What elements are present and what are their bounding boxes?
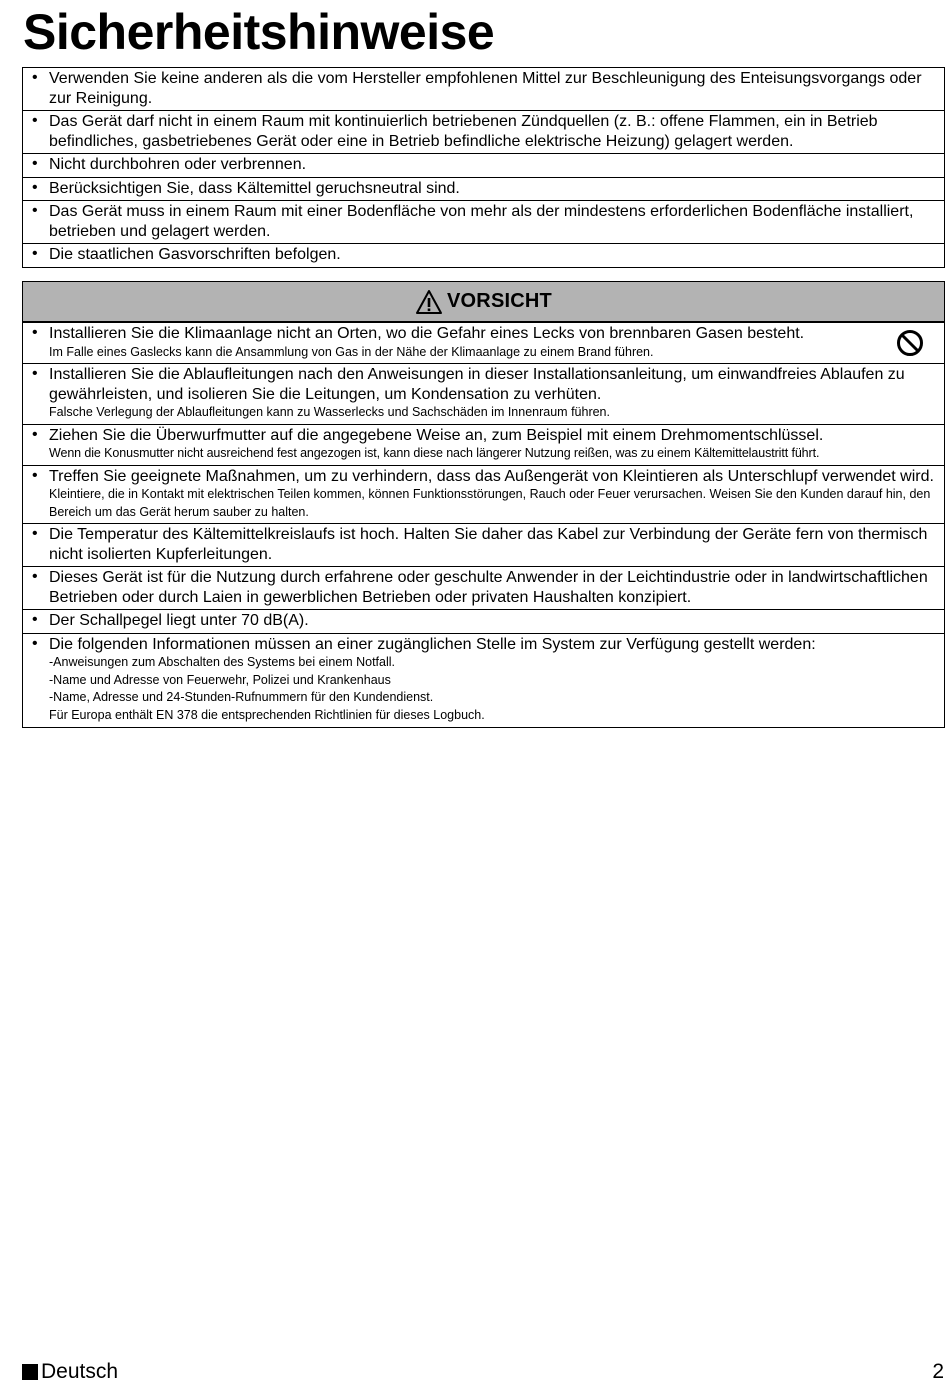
warning-triangle-icon <box>415 289 443 315</box>
item-text: Der Schallpegel liegt unter 70 dB(A). <box>49 612 309 629</box>
item-text: Installieren Sie die Klimaanlage nicht an Orten, wo die Gefahr eines Lecks von brennbaren Gasen besteht. <box>49 325 805 342</box>
item-text: Verwenden Sie keine anderen als die vom Hersteller empfohlenen Mittel zur Beschleunigung des Enteisungsvorgangs oder zur Reinigung. <box>49 70 922 107</box>
list-item: • Die folgenden Informationen müssen an einer zugänglichen Stelle im System zur Verfügung gestellt werden: -Anweisungen zum Abschalten des Systems bei einem Notfall. -Name und Adresse von Feuerwehr, Polizei und Krankenhaus -Name, Adresse und 24-Stunden-Rufnummern für den Kundendienst. Für Europa enthält EN 378 die entsprechenden Richtlinien für dieses Logbuch. <box>23 633 944 728</box>
list-item: • Die Temperatur des Kältemittelkreislaufs ist hoch. Halten Sie daher das Kabel zur Verbindung der Geräte fern von thermisch nicht isolierten Kupferleitungen. <box>23 523 944 566</box>
item-subtext: -Name und Adresse von Feuerwehr, Polizei und Krankenhaus <box>49 672 391 687</box>
item-subtext: Wenn die Konusmutter nicht ausreichend fest angezogen ist, kann diese nach längerer Nutzung reißen, was zu einem Kältemittelaustritt führt. <box>49 446 820 460</box>
list-item: • Der Schallpegel liegt unter 70 dB(A). <box>23 609 944 633</box>
item-subtext: -Anweisungen zum Abschalten des Systems bei einem Notfall. <box>49 655 396 669</box>
list-item: • Dieses Gerät ist für die Nutzung durch erfahrene oder geschulte Anwender in der Leichtindustrie oder in landwirtschaftlichen Betrieben oder durch Laien in gewerblichen Betrieben oder privaten Haushalten konzipiert. <box>23 566 944 609</box>
item-text: Installieren Sie die Ablaufleitungen nach den Anweisungen in dieser Installationsanleitung, um einwandfreies Ablaufen zu gewährleisten, und isolieren Sie die Leitungen, um Kondensation zu verhüten. <box>49 366 905 403</box>
list-item: • Ziehen Sie die Überwurfmutter auf die angegebene Weise an, zum Beispiel mit einem Drehmomentschlüssel. Wenn die Konusmutter nicht ausreichend fest angezogen ist, kann diese nach längerer Nutzung reißen, was zu einem Kältemittelaustritt führt. <box>23 424 944 465</box>
list-item: • Verwenden Sie keine anderen als die vom Hersteller empfohlenen Mittel zur Beschleunigung des Enteisungsvorgangs oder zur Reinigung. <box>23 68 944 110</box>
prohibition-icon <box>896 329 924 357</box>
list-item: • Installieren Sie die Klimaanlage nicht an Orten, wo die Gefahr eines Lecks von brennbaren Gasen besteht. Im Falle eines Gaslecks kann die Ansammlung von Gas in der Nähe der Klimaanlage zu einem Brand führen. <box>23 322 944 363</box>
list-item: • Nicht durchbohren oder verbrennen. <box>23 153 944 177</box>
list-item: • Die staatlichen Gasvorschriften befolgen. <box>23 243 944 267</box>
item-text: Ziehen Sie die Überwurfmutter auf die angegebene Weise an, zum Beispiel mit einem Drehmomentschlüssel. <box>49 426 824 444</box>
item-text: Das Gerät darf nicht in einem Raum mit kontinuierlich betriebenen Zündquellen (z. B.: offene Flammen, ein in Betrieb befindliches, gasbetriebenes Gerät oder eine in Betrieb befindliche elektrische Heizung) gelagert werden. <box>49 113 878 150</box>
footer-language <box>22 1359 118 1385</box>
list-item: • Das Gerät darf nicht in einem Raum mit kontinuierlich betriebenen Zündquellen (z. B.: offene Flammen, ein in Betrieb befindliches, gasbetriebenes Gerät oder eine in Betrieb befindliche elektrische Heizung) gelagert werden. <box>23 110 944 153</box>
square-marker-icon <box>22 1364 38 1380</box>
list-item: • Installieren Sie die Ablaufleitungen nach den Anweisungen in dieser Installationsanleitung, um einwandfreies Ablaufen zu gewährleisten, und isolieren Sie die Leitungen, um Kondensation zu verhüten. Falsche Verlegung der Ablaufleitungen kann zu Wasserlecks und Sachschäden im Innenraum führen. <box>23 363 944 424</box>
page-number: 2 <box>932 1360 944 1383</box>
item-text: Treffen Sie geeignete Maßnahmen, um zu verhindern, dass das Außengerät von Kleintieren als Unterschlupf verwendet wird. <box>49 467 934 485</box>
item-subtext: Im Falle eines Gaslecks kann die Ansammlung von Gas in der Nähe der Klimaanlage zu einem Brand führen. <box>49 344 654 359</box>
item-text: Nicht durchbohren oder verbrennen. <box>49 156 307 173</box>
item-text: Berücksichtigen Sie, dass Kältemittel geruchsneutral sind. <box>49 179 460 197</box>
caution-box <box>22 281 945 728</box>
caution-heading: VORSICHT <box>447 290 552 312</box>
list-item: • Berücksichtigen Sie, dass Kältemittel geruchsneutral sind. <box>23 177 944 201</box>
item-text: Das Gerät muss in einem Raum mit einer Bodenfläche von mehr als der mindestens erforderlichen Bodenfläche installiert, betrieben und gelagert werden. <box>49 203 914 240</box>
page-title: Sicherheitshinweise <box>23 4 495 60</box>
caution-header <box>23 282 944 322</box>
item-text: Dieses Gerät ist für die Nutzung durch erfahrene oder geschulte Anwender in der Leichtindustrie oder in landwirtschaftlichen Betrieben oder durch Laien in gewerblichen Betrieben oder privaten Haushalten konzipiert. <box>49 569 928 606</box>
item-text: Die folgenden Informationen müssen an einer zugänglichen Stelle im System zur Verfügung gestellt werden: <box>49 635 816 653</box>
item-subtext: -Name, Adresse und 24-Stunden-Rufnummern für den Kundendienst. <box>49 690 434 704</box>
item-text: Die Temperatur des Kältemittelkreislaufs ist hoch. Halten Sie daher das Kabel zur Verbindung der Geräte fern von thermisch nicht isolierten Kupferleitungen. <box>49 526 928 563</box>
item-subtext: Für Europa enthält EN 378 die entsprechenden Richtlinien für dieses Logbuch. <box>49 707 485 722</box>
item-text: Die staatlichen Gasvorschriften befolgen. <box>49 246 341 263</box>
general-safety-list <box>22 67 945 268</box>
list-item: • Treffen Sie geeignete Maßnahmen, um zu verhindern, dass das Außengerät von Kleintieren als Unterschlupf verwendet wird. Kleintiere, die in Kontakt mit elektrischen Teilen kommen, können Funktionsstörungen, Rauch oder Feuer verursachen. Weisen Sie den Kunden darauf hin, den Bereich um das Gerät herum sauber zu halten. <box>23 465 944 524</box>
list-item: • Das Gerät muss in einem Raum mit einer Bodenfläche von mehr als der mindestens erforderlichen Bodenfläche installiert, betrieben und gelagert werden. <box>23 200 944 243</box>
language-label: Deutsch <box>41 1360 119 1383</box>
item-subtext: Kleintiere, die in Kontakt mit elektrischen Teilen kommen, können Funktionsstörungen, Rauch oder Feuer verursachen. Weisen Sie den Kunden darauf hin, den Bereich um das Gerät herum sauber zu halten. <box>49 487 931 519</box>
item-subtext: Falsche Verlegung der Ablaufleitungen kann zu Wasserlecks und Sachschäden im Innenraum führen. <box>49 405 610 419</box>
